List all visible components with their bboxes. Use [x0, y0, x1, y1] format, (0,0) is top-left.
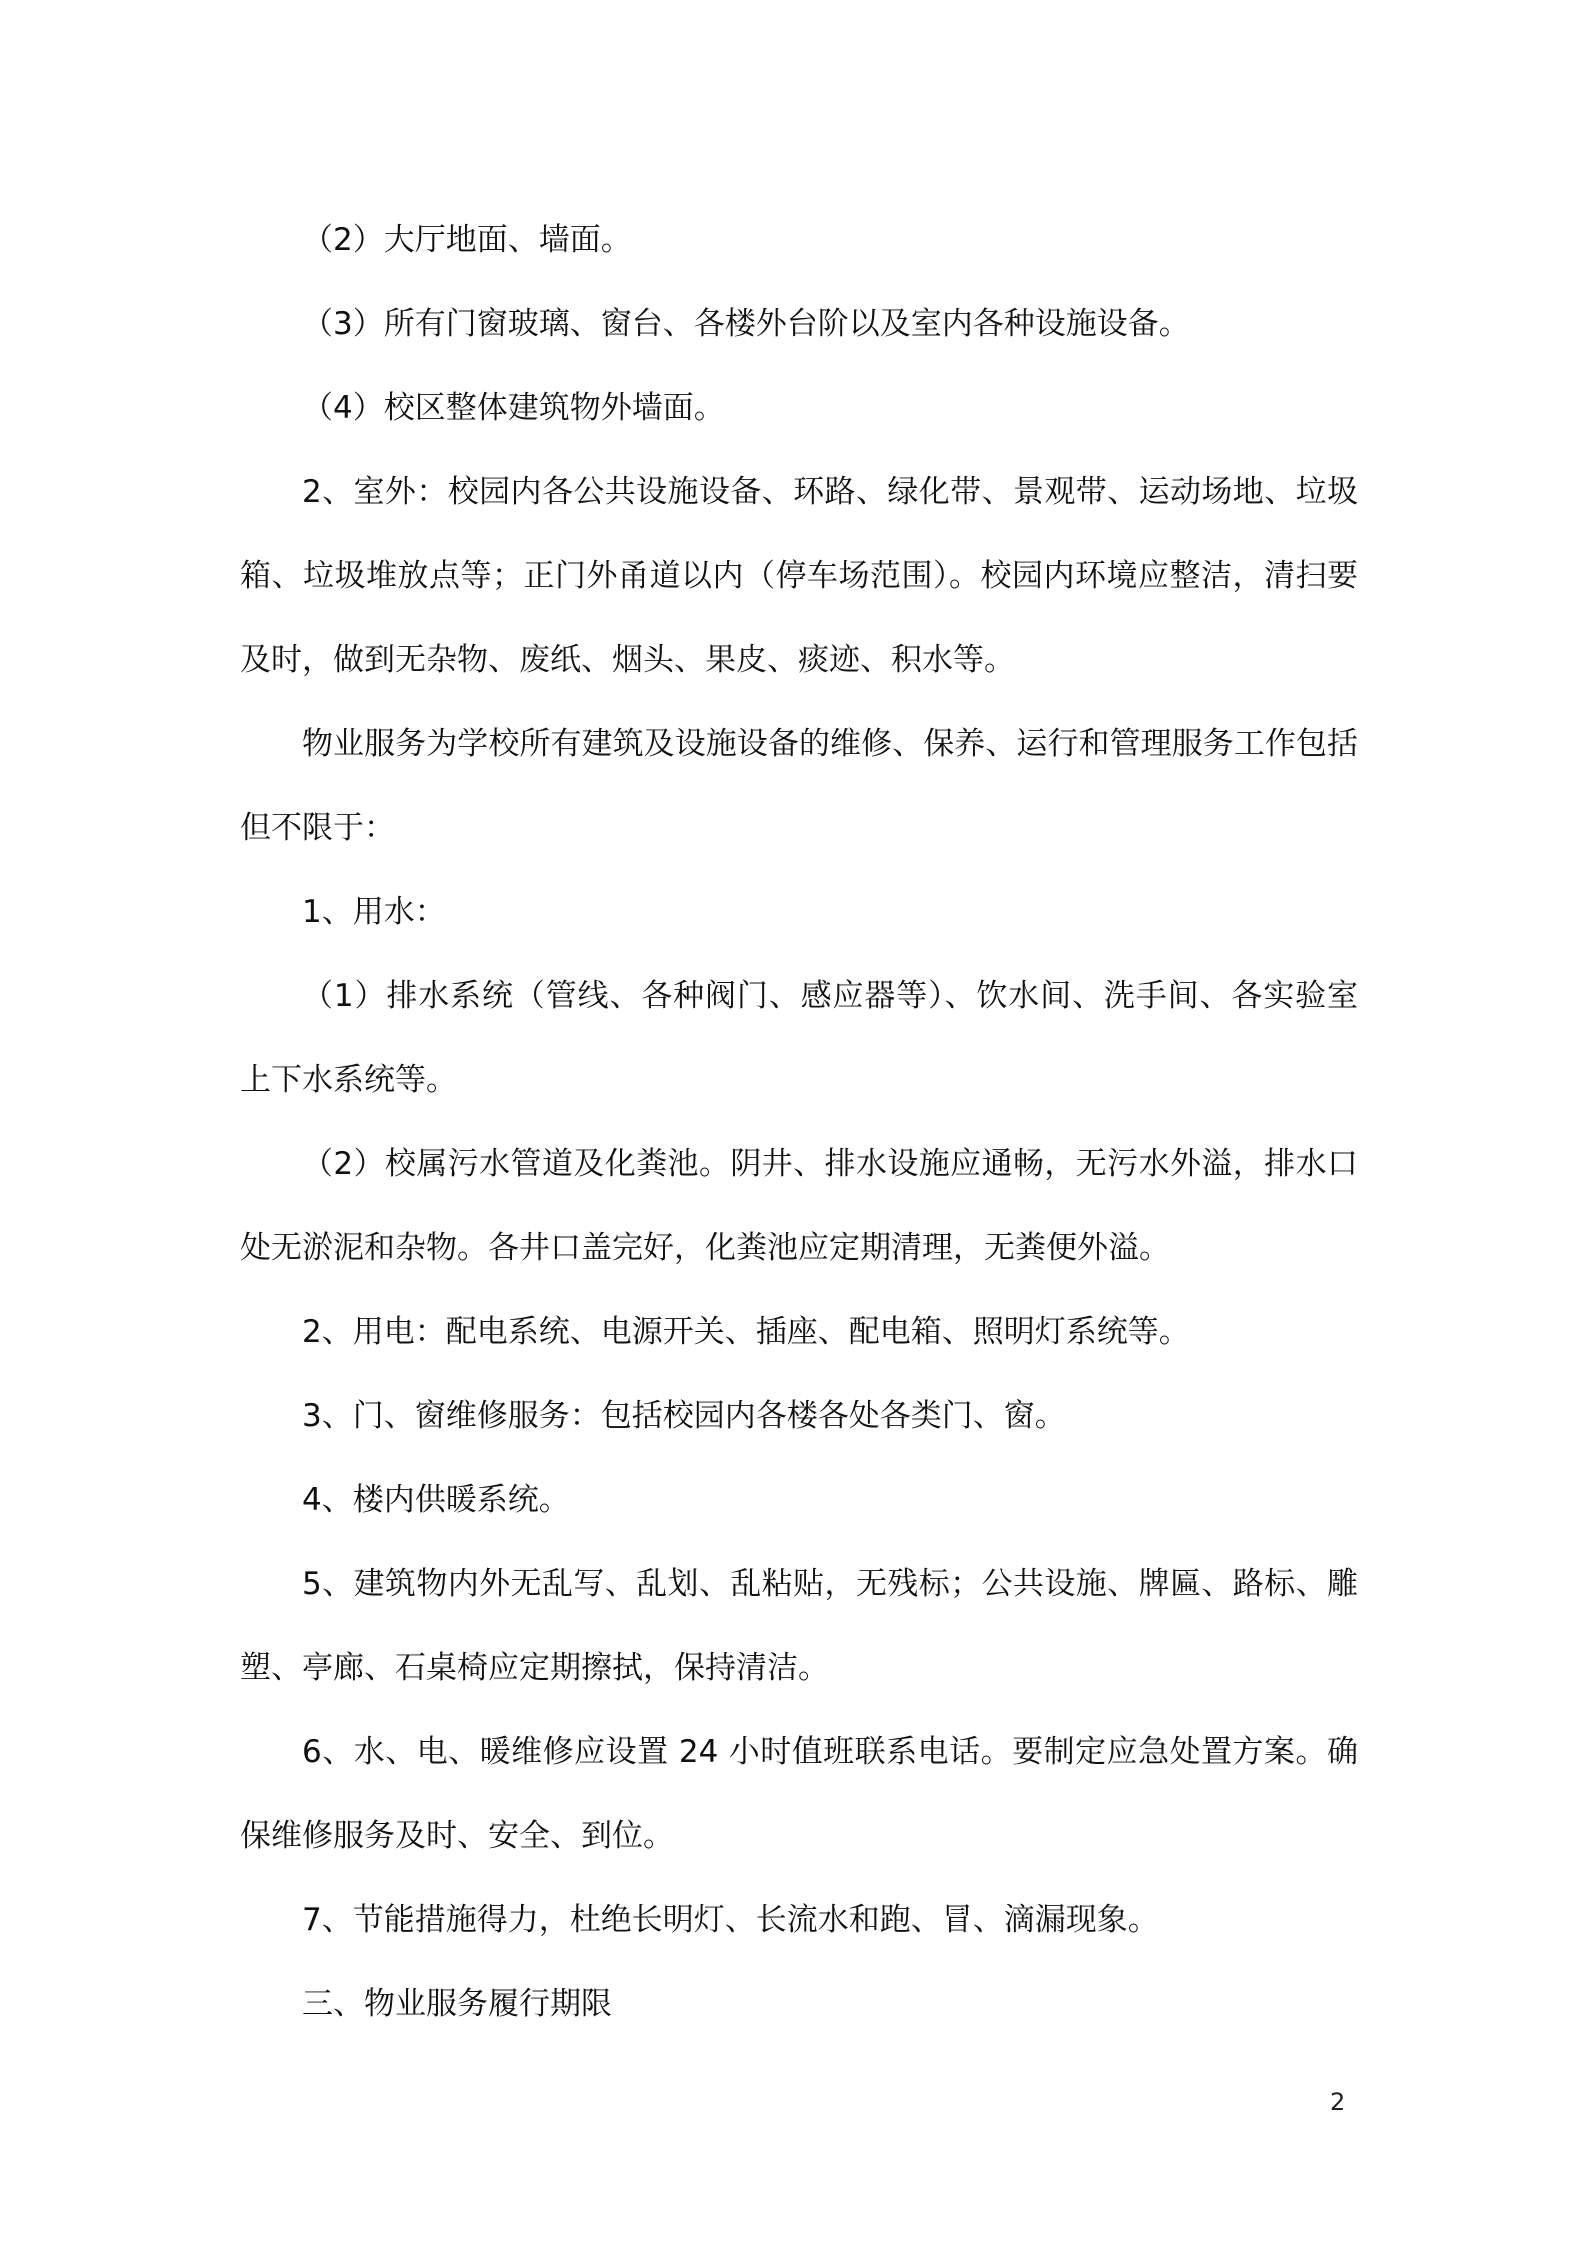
paragraph: 2、用电：配电系统、电源开关、插座、配电箱、照明灯系统等。	[302, 1314, 1190, 1350]
paragraph: （4）校区整体建筑物外墙面。	[302, 390, 725, 426]
section-heading: 三、物业服务履行期限	[302, 1986, 612, 2022]
paragraph: （2）大厅地面、墙面。	[302, 222, 632, 258]
paragraph: 6、水、电、暖维修应设置 24 小时值班联系电话。要制定应急处置方案。确保维修服务及时、安全、到位。	[240, 1734, 1358, 1854]
paragraph: 5、建筑物内外无乱写、乱划、乱粘贴，无残标；公共设施、牌匾、路标、雕塑、亭廊、石桌椅应定期擦拭，保持清洁。	[240, 1566, 1358, 1686]
page-number: 2	[1330, 2088, 1346, 2116]
paragraph: 7、节能措施得力，杜绝长明灯、长流水和跑、冒、滴漏现象。	[302, 1902, 1159, 1938]
paragraph: 4、楼内供暖系统。	[302, 1482, 570, 1518]
paragraph: 物业服务为学校所有建筑及设施设备的维修、保养、运行和管理服务工作包括但不限于：	[240, 726, 1358, 846]
paragraph: （3）所有门窗玻璃、窗台、各楼外台阶以及室内各种设施设备。	[302, 306, 1190, 342]
paragraph: 2、室外：校园内各公共设施设备、环路、绿化带、景观带、运动场地、垃圾箱、垃圾堆放点等；正门外甬道以内（停车场范围）。校园内环境应整洁，清扫要及时，做到无杂物、废纸、烟头、果皮、痰迹、积水等。	[240, 474, 1358, 678]
paragraph: （1）排水系统（管线、各种阀门、感应器等）、饮水间、洗手间、各实验室上下水系统等。	[240, 978, 1358, 1098]
document-body	[240, 198, 1358, 2046]
paragraph: 3、门、窗维修服务：包括校园内各楼各处各类门、窗。	[302, 1398, 1066, 1434]
paragraph: （2）校属污水管道及化粪池。阴井、排水设施应通畅，无污水外溢，排水口处无淤泥和杂物。各井口盖完好，化粪池应定期清理，无粪便外溢。	[240, 1146, 1358, 1266]
paragraph: 1、用水：	[302, 894, 446, 930]
